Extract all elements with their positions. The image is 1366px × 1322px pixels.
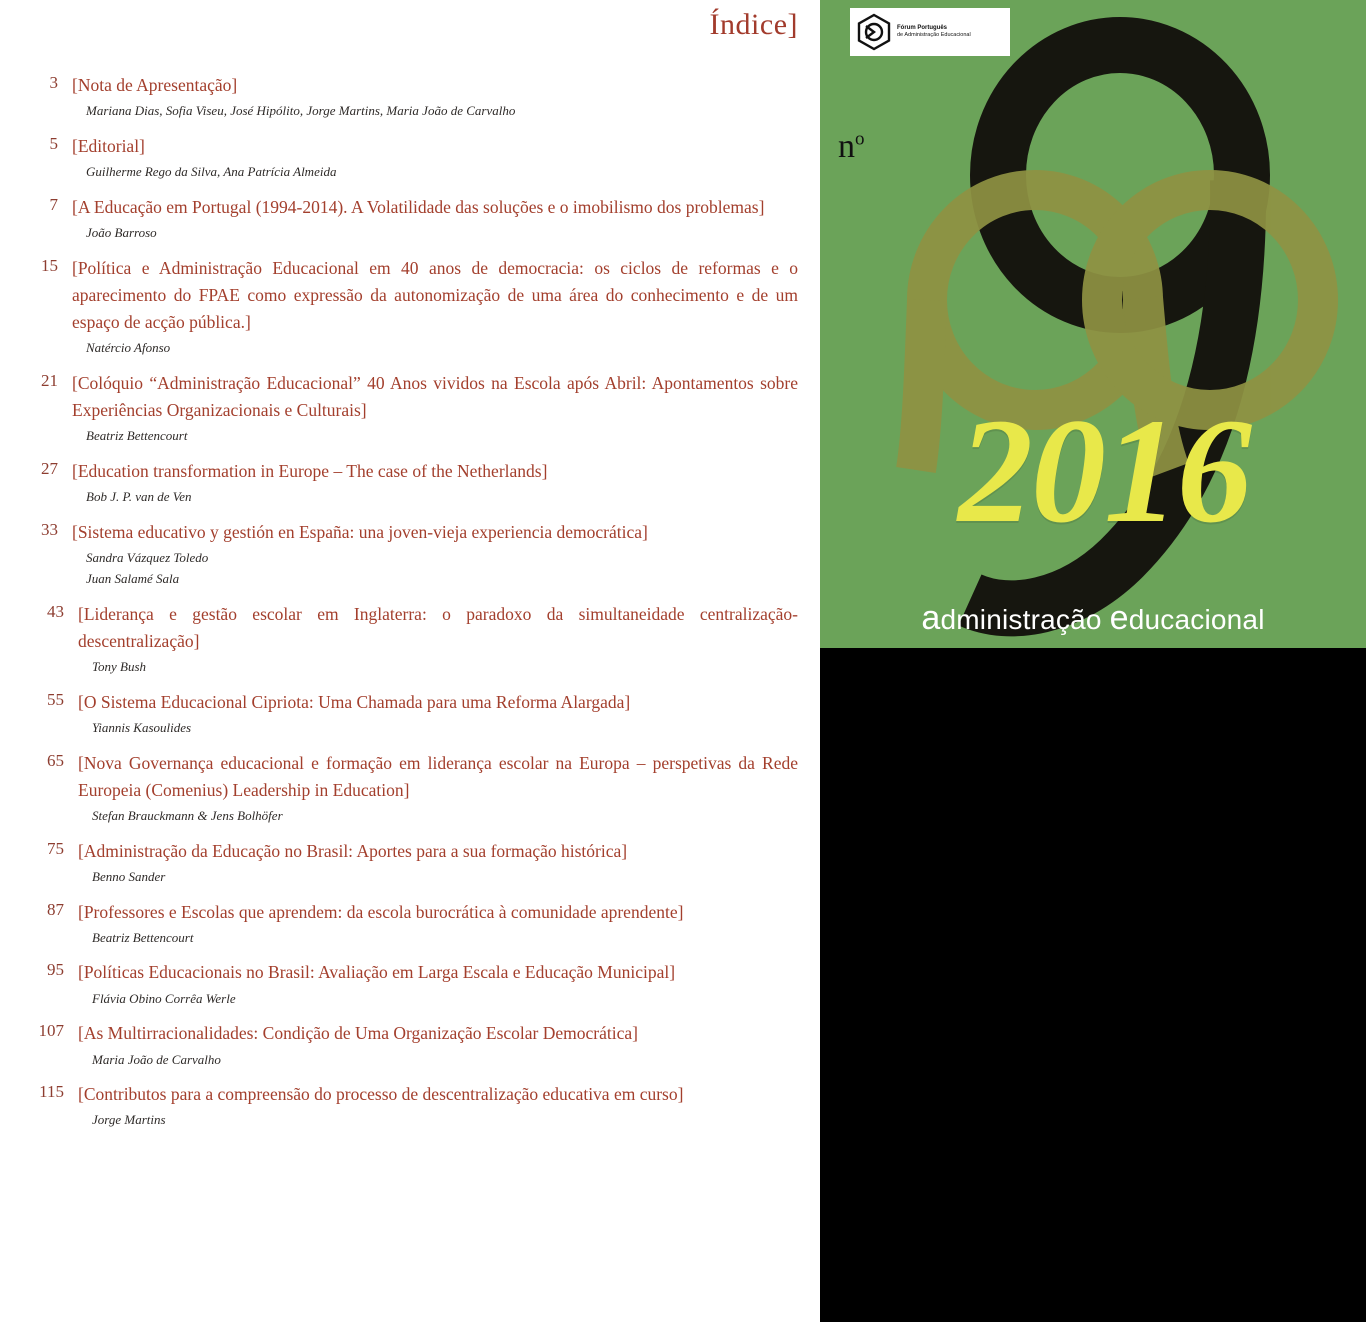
- toc-author: Benno Sander: [92, 868, 166, 884]
- toc-entry-title: [Editorial]: [72, 135, 145, 156]
- toc-entry-title: [As Multirracionalidades: Condição de Uma Organização Escolar Democrática]: [78, 1023, 638, 1044]
- toc-page-number: 95: [47, 960, 64, 980]
- toc-author: Jorge Martins: [92, 1112, 166, 1128]
- toc-entry[interactable]: [0, 1020, 820, 1070]
- toc-entry-authors: [78, 806, 798, 827]
- toc-page-number: 21: [41, 370, 58, 390]
- toc-entry-title: [Education transformation in Europe – The case of the Netherlands]: [72, 460, 548, 481]
- toc-entry-body: [64, 689, 820, 739]
- toc-entry[interactable]: [0, 255, 820, 359]
- toc-entry-title: [Políticas Educacionais no Brasil: Avaliação em Larga Escala e Educação Municipal]: [78, 962, 676, 983]
- toc-author: Maria João de Carvalho: [92, 1051, 221, 1067]
- toc-entry-title: [Administração da Educação no Brasil: Aportes para a sua formação histórica]: [78, 840, 628, 861]
- toc-page-number: 107: [38, 1021, 64, 1041]
- toc-entry[interactable]: [0, 1081, 820, 1131]
- toc-entry-authors: [78, 989, 798, 1010]
- toc-page-number: 65: [47, 750, 64, 770]
- toc-entry-body: [58, 255, 820, 359]
- toc-entry-title: [Liderança e gestão escolar em Inglaterra: o paradoxo da simultaneidade centralização-descentralização]: [78, 603, 798, 651]
- toc-entry-title: [Professores e Escolas que aprendem: da escola burocrática à comunidade aprendente]: [78, 901, 684, 922]
- toc-page-number: 87: [47, 899, 64, 919]
- caption-e: e: [1109, 599, 1129, 637]
- toc-entry-title: [Nova Governança educacional e formação em liderança escolar na Europa – perspetivas da Rede Europeia (Comenius) Leadership in Education]: [78, 752, 798, 800]
- toc-entry-authors: [78, 867, 798, 888]
- toc-entry-body: [64, 959, 820, 1009]
- toc-entry-authors: [72, 338, 798, 359]
- toc-author: Yiannis Kasoulides: [92, 719, 192, 735]
- toc-author: Sandra Vázquez Toledo: [86, 550, 209, 566]
- toc-page-number: 7: [49, 194, 58, 214]
- table-of-contents: [0, 72, 820, 1142]
- toc-entry-authors: [78, 1110, 798, 1131]
- toc-entry[interactable]: [0, 899, 820, 949]
- issue-prefix: n: [838, 128, 855, 165]
- toc-entry-title: [Política e Administração Educacional em 40 anos de democracia: os ciclos de reformas e o aparecimento do FPAE como expressão da autonomização de uma área do conhecimento e de um espaço de acção pública.]: [72, 257, 798, 333]
- cover-caption: [820, 599, 1366, 638]
- cover-year: 2016: [958, 388, 1250, 554]
- logo-line-2: de Administração Educacional: [897, 32, 971, 39]
- toc-page-number: 75: [47, 838, 64, 858]
- toc-entry-body: [58, 519, 820, 590]
- page-title: Índice]: [709, 8, 798, 41]
- toc-author: Natércio Afonso: [86, 340, 171, 356]
- journal-cover: [820, 0, 1366, 648]
- toc-entry-body: [64, 750, 820, 827]
- toc-entry-authors: [78, 1050, 798, 1071]
- toc-entry-body: [64, 601, 820, 678]
- toc-entry-body: [58, 458, 820, 508]
- toc-entry-authors: [72, 548, 798, 590]
- toc-page-number: 27: [41, 458, 58, 478]
- toc-author: Tony Bush: [92, 658, 147, 674]
- toc-entry-title: [Contributos para a compreensão do processo de descentralização educativa em curso]: [78, 1084, 684, 1105]
- issue-number: [838, 128, 865, 166]
- toc-entry-authors: [78, 928, 798, 949]
- toc-page-number: 33: [41, 519, 58, 539]
- toc-entry-body: [64, 899, 820, 949]
- toc-entry-authors: [72, 487, 798, 508]
- toc-entry[interactable]: [0, 838, 820, 888]
- toc-author: Beatriz Bettencourt: [92, 929, 194, 945]
- toc-entry[interactable]: [0, 601, 820, 678]
- caption-part-1: dministração: [940, 604, 1110, 635]
- caption-part-2: ducacional: [1128, 604, 1265, 635]
- toc-entry-title: [O Sistema Educacional Cipriota: Uma Chamada para uma Reforma Alargada]: [78, 691, 631, 712]
- toc-entry-title: [Sistema educativo y gestión en España: una joven-vieja experiencia democrática]: [72, 521, 648, 542]
- toc-entry-body: [64, 1081, 820, 1131]
- toc-entry-body: [64, 838, 820, 888]
- toc-entry-title: [Nota de Apresentação]: [72, 75, 238, 95]
- toc-entry[interactable]: [0, 133, 820, 183]
- toc-entry-authors: [72, 426, 798, 447]
- toc-entry-authors: [78, 718, 798, 739]
- toc-entry[interactable]: [0, 689, 820, 739]
- toc-entry[interactable]: [0, 959, 820, 1009]
- toc-entry-title: [A Educação em Portugal (1994-2014). A Volatilidade das soluções e o imobilismo dos problemas]: [72, 196, 765, 217]
- logo-text: [894, 25, 971, 39]
- caption-a: a: [921, 599, 941, 637]
- toc-author: Juan Salamé Sala: [86, 570, 180, 586]
- toc-page-number: 55: [47, 689, 64, 709]
- toc-entry-authors: [72, 223, 798, 244]
- toc-entry-authors: [72, 101, 798, 122]
- toc-entry-body: [58, 133, 820, 183]
- toc-entry-title: [Colóquio “Administração Educacional” 40 Anos vividos na Escola após Abril: Apontamentos sobre Experiências Organizacionais e Culturais]: [72, 372, 798, 421]
- toc-page-number: 3: [49, 73, 58, 92]
- toc-author: João Barroso: [86, 224, 157, 240]
- toc-author: Guilherme Rego da Silva, Ana Patrícia Almeida: [86, 164, 337, 180]
- toc-entry[interactable]: [0, 370, 820, 447]
- toc-entry[interactable]: [0, 519, 820, 590]
- toc-page-number: 5: [49, 133, 58, 153]
- toc-author: Bob J. P. van de Ven: [86, 489, 192, 505]
- toc-page-number: 15: [41, 255, 58, 275]
- fpae-logo: [850, 8, 1010, 56]
- toc-entry[interactable]: [0, 750, 820, 827]
- toc-entry[interactable]: [0, 194, 820, 244]
- toc-entry-body: [58, 72, 820, 122]
- toc-author: Flávia Obino Corrêa Werle: [92, 990, 236, 1006]
- toc-author: Mariana Dias, Sofia Viseu, José Hipólito, Jorge Martins, Maria João de Carvalho: [86, 103, 516, 119]
- toc-author: Stefan Brauckmann & Jens Bolhöfer: [92, 807, 283, 823]
- toc-entry-body: [58, 370, 820, 447]
- toc-entry[interactable]: [0, 72, 820, 122]
- issue-sup: o: [855, 128, 865, 150]
- toc-author: Beatriz Bettencourt: [86, 428, 188, 444]
- hexagon-logo-icon: [854, 12, 894, 52]
- toc-entry-body: [58, 194, 820, 244]
- toc-entry-authors: [78, 657, 798, 678]
- toc-page-number: 43: [47, 601, 64, 621]
- toc-entry[interactable]: [0, 458, 820, 508]
- toc-entry-body: [64, 1020, 820, 1070]
- logo-line-1: Fórum Português: [897, 24, 948, 31]
- toc-page-number: 115: [39, 1082, 64, 1102]
- toc-entry-authors: [72, 162, 798, 183]
